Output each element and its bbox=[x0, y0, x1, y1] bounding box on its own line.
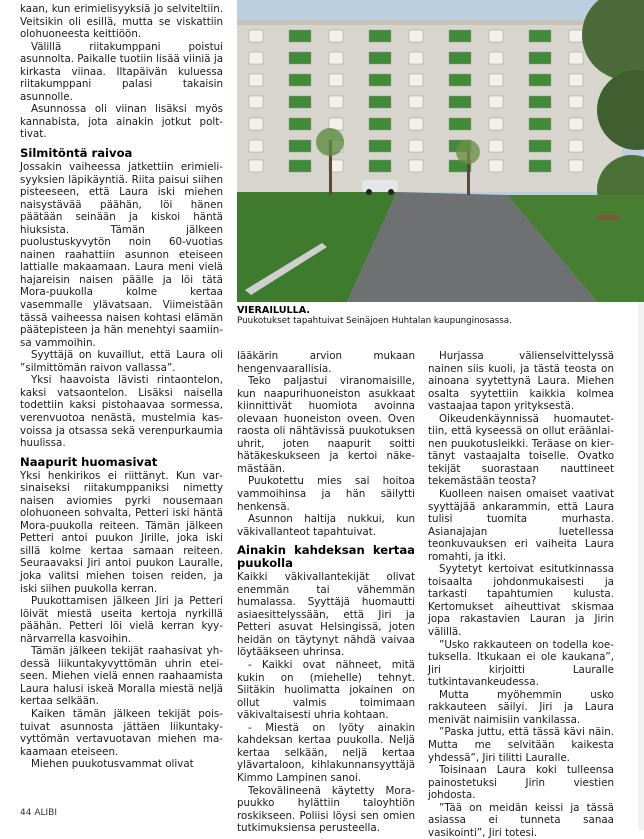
paragraph: Kaiken tämän jälkeen tekijät poistuivat asunnosta jättäen liikuntakyvyttömän vertavuotavan miehen makaamaan eteiseen. bbox=[20, 707, 223, 758]
building-window bbox=[529, 74, 551, 86]
paragraph: Yksi henkirikos ei riittänyt. Kun varsinaiseksi riitakumppaniksi nimetty naisen aviomies pyrki nousemaan olohuoneen sohvalta, Petteri iski häntä Mora-puukolla reiteen. Tämän jälkeen Petteri antoi puukon Jirille, joka iski sillä kolme kertaa samaan reiteen. Seuraavaksi Jiri antoi puukon Lauralle, joka valitsi miehen toisen reiden, ja iski siihen puukolla kerran. bbox=[20, 469, 223, 595]
building-window bbox=[409, 118, 423, 130]
paragraph: Miehen puukotusvammat olivat bbox=[31, 758, 194, 771]
building-window bbox=[289, 118, 311, 130]
building-window bbox=[329, 96, 343, 108]
building-window bbox=[369, 74, 391, 86]
building-window bbox=[529, 52, 551, 64]
building-window bbox=[249, 52, 263, 64]
building-window bbox=[249, 96, 263, 108]
paragraph: Puukottamisen jälkeen Jiri ja Petteri löivät miestä useita kertoja nyrkillä päähän. Petteri löi vielä kerran kyynärvarrella kasvoihin. bbox=[20, 595, 223, 645]
building-window bbox=[249, 30, 263, 42]
building-window bbox=[489, 160, 503, 172]
paragraph: - Miestä on lyöty ainakin kahdeksan kertaa puukolla. Neljä kertaa selkään, neljä kertaa ylävartaloon, kihlakunnansyyttäjä Kimmo Lampinen sanoi. bbox=[237, 721, 415, 784]
building-window bbox=[449, 74, 471, 86]
building-window bbox=[569, 160, 583, 172]
article-column-2 bbox=[237, 350, 415, 835]
paragraph: - Kaikki ovat nähneet, mitä kukin on (miehelle) tehnyt. Siitäkin huolimatta jokainen on ollut valmis toimimaan väkivaltaisesti uhria kohtaan. bbox=[237, 659, 415, 722]
building-window bbox=[529, 160, 551, 172]
paragraph: Syytetyt kertoivat esitutkinnassa toisaalta johdonmukaisesti ja tarkasti tapahtumien kulusta. Kertomukset aiheuttivat skismaa jopa rakastavien Lauran ja Jirin välillä. bbox=[428, 563, 614, 639]
building-window bbox=[369, 52, 391, 64]
building-window bbox=[369, 160, 391, 172]
photo-caption bbox=[237, 305, 637, 327]
paragraph: Puukotettu mies sai hoitoa vammoihinsa ja hän säilytti henkensä. bbox=[237, 475, 415, 513]
page-number: 44 bbox=[20, 808, 32, 818]
building-window bbox=[529, 96, 551, 108]
paragraph: Yksi haavoista lävisti rintaontelon, kaksi vatsaontelon. Lisäksi naisella todettiin kaksi pistohaavaa sormessa, verenvuotoa nenästä, mustelmia kasvoissa ja otsassa sekä verenpurkaumia huulissa. bbox=[20, 374, 223, 450]
building-window bbox=[249, 74, 263, 86]
subheading: Ainakin kahdeksan kertaa puukolla bbox=[237, 543, 415, 571]
building-window bbox=[489, 118, 503, 130]
building-window bbox=[489, 30, 503, 42]
building-window bbox=[489, 52, 503, 64]
paragraph: Kaikki väkivallantekijät olivat enemmän tai vähemmän humalassa. Syyttäjä huomautti asiaesittelyssään, että Jiri ja Petteri asuvat Helsingissä, joten heidän on täytynyt nähdä vaivaa löytääkseen uhrinsa. bbox=[237, 571, 415, 659]
building-window bbox=[449, 52, 471, 64]
paragraph: lääkärin arvion mukaan hengenvaarallisia. bbox=[237, 350, 415, 375]
paragraph: Hurjassa välienselvittelyssä nainen siis kuoli, ja tästä teosta on ainoana syytettynä Laura. Miehen osalta syytettiin kaikkia kolmea vastaajaa tapon yrityksestä. bbox=[428, 350, 614, 413]
building-window bbox=[449, 96, 471, 108]
building-window bbox=[249, 160, 263, 172]
apartment-building-photo bbox=[237, 0, 644, 302]
building-window bbox=[489, 96, 503, 108]
page-edge bbox=[638, 302, 644, 830]
article-column-3 bbox=[428, 350, 614, 839]
building-window bbox=[569, 52, 583, 64]
building-window bbox=[529, 30, 551, 42]
page-footer bbox=[20, 808, 57, 818]
building-window bbox=[329, 74, 343, 86]
building-window bbox=[449, 118, 471, 130]
building-window bbox=[289, 140, 311, 152]
building-window bbox=[289, 74, 311, 86]
paragraph: Asunnossa oli viinan lisäksi myös kannabista, jota ainakin jotkut polttivat. bbox=[20, 103, 223, 141]
building-window bbox=[289, 160, 311, 172]
paragraph: kaan, kun erimielisyyksiä jo selviteltiin. Veitsikin oli esillä, mutta se viskattiin olohuoneesta keittiöön. bbox=[20, 3, 223, 41]
paragraph: ”Usko rakkauteen on todella koetuksella. Itkukaan ei ole kaukana”, Jiri kirjoitti Lauralle tutkintavankeudessa. bbox=[428, 638, 614, 689]
building-window bbox=[409, 96, 423, 108]
paragraph: Teko paljastui viranomaisille, kun naapurihuoneiston asukkaat kiinnittivät huomiota avoinna olevaan huoneiston oveen. Oven raosta oli nähtävissä puukotuksen uhrit, joten naapurit soitti hätäkeskukseen ja kertoi näkemästään. bbox=[237, 375, 415, 475]
building-window bbox=[369, 96, 391, 108]
building-window bbox=[569, 74, 583, 86]
building-window bbox=[529, 118, 551, 130]
paragraph: Tämän jälkeen tekijät raahasivat yhdessä liikuntakyvyttömän uhrin eteiseen. Miehen vielä ennen raahaamista Laura halusi iskeä Moralla miestä neljä kertaa selkään. bbox=[20, 645, 223, 708]
building-window bbox=[289, 96, 311, 108]
paragraph: Oikeudenkäynnissä huomautettiin, että kyseessä on ollut eräänlainen puukotusleikki. Teräase on kiertänyt vastaajalta toiselle. Ovatko tekijät suorastaan nauttineet tekemästään teosta? bbox=[428, 412, 614, 488]
building-window bbox=[409, 160, 423, 172]
paragraph: Asunnon haltija nukkui, kun väkivallanteot tapahtuivat. bbox=[237, 513, 415, 538]
building-window bbox=[449, 30, 471, 42]
building-window bbox=[329, 52, 343, 64]
building-window bbox=[529, 140, 551, 152]
building-window bbox=[569, 118, 583, 130]
building-window bbox=[249, 140, 263, 152]
paragraph: Välillä riitakumppani poistui asunnolta. Paikalle tuotiin lisää viiniä ja kirkasta viinaa. Iltapäivän kuluessa riitakumppani palasi takaisin asunnolle. bbox=[20, 40, 224, 103]
building-window bbox=[489, 140, 503, 152]
paragraph: Syyttäjä on kuvaillut, että Laura oli ”silmittömän raivon vallassa”. bbox=[20, 349, 223, 374]
paragraph: Toisinaan Laura koki tulleensa painostetuksi Jirin viestien johdosta. bbox=[428, 764, 614, 802]
magazine-name: ALIBI bbox=[34, 808, 57, 818]
paragraph: Jossakin vaiheessa jatkettiin erimielisyyksien läpikäyntiä. Riita paisui siihen pisteeseen, että Laura iski miehen naisystävää päähän, löi hänen päätään seinään ja kiskoi häntä hiuksista. Tämän jälkeen puolustuskyvytön noin 60-vuotias nainen raahattiin asunnon eteiseen lattialle makaamaan. Laura meni vielä hajareisin naisen päälle ja löi tätä Mora-puukolla kolme kertaa vasemmalle ylävatsaan. Viimeistään tässä vaiheessa naisen kohtasi elämän päätepisteen ja hän menehtyi saamiinsa vammoihin. bbox=[20, 161, 223, 349]
paragraph: Mutta myöhemmin usko rakkauteen säilyi. Jiri ja Laura menivät naimisiin vankilassa. bbox=[428, 688, 614, 726]
paragraph: ”Paska juttu, että tässä kävi näin. Mutta me selvitään kaikesta yhdessä”, Jiri tilitti Lauralle. bbox=[428, 726, 614, 764]
building-window bbox=[569, 96, 583, 108]
article-column-1 bbox=[20, 3, 223, 771]
building-window bbox=[409, 140, 423, 152]
caption-text: Puukotukset tapahtuivat Seinäjoen Huhtalan kaupunginosassa. bbox=[237, 316, 512, 326]
building-window bbox=[369, 140, 391, 152]
paragraph: ”Tää on meidän keissi ja tässä asiassa ei tunneta sanaa vasikointi”, Jiri totesi. bbox=[428, 801, 614, 839]
caption-title: VIERAILULLA. bbox=[237, 305, 310, 316]
paragraph: Kuolleen naisen omaiset vaativat syyttäjää ankarammin, että Laura tulisi tuomita murhasta. Asianajajan luetellessa teonkuvauksen eri vaiheita Laura romahti, ja itki. bbox=[428, 488, 614, 563]
building-window bbox=[409, 52, 423, 64]
building-window bbox=[569, 30, 583, 42]
building-window bbox=[369, 118, 391, 130]
building-window bbox=[289, 30, 311, 42]
building-window bbox=[329, 30, 343, 42]
paragraph: Tekovälineenä käytetty Mora-puukko hylättiin taloyhtiön roskikseen. Poliisi löysi sen omien tutkimuksiensa perusteella. bbox=[237, 784, 415, 835]
building-window bbox=[289, 52, 311, 64]
building-window bbox=[369, 30, 391, 42]
building-window bbox=[409, 74, 423, 86]
building-window bbox=[409, 30, 423, 42]
subheading: Naapurit huomasivat bbox=[20, 454, 158, 469]
subheading: Silmitöntä raivoa bbox=[20, 146, 133, 161]
building-window bbox=[249, 118, 263, 130]
building-window bbox=[569, 140, 583, 152]
building-window bbox=[489, 74, 503, 86]
